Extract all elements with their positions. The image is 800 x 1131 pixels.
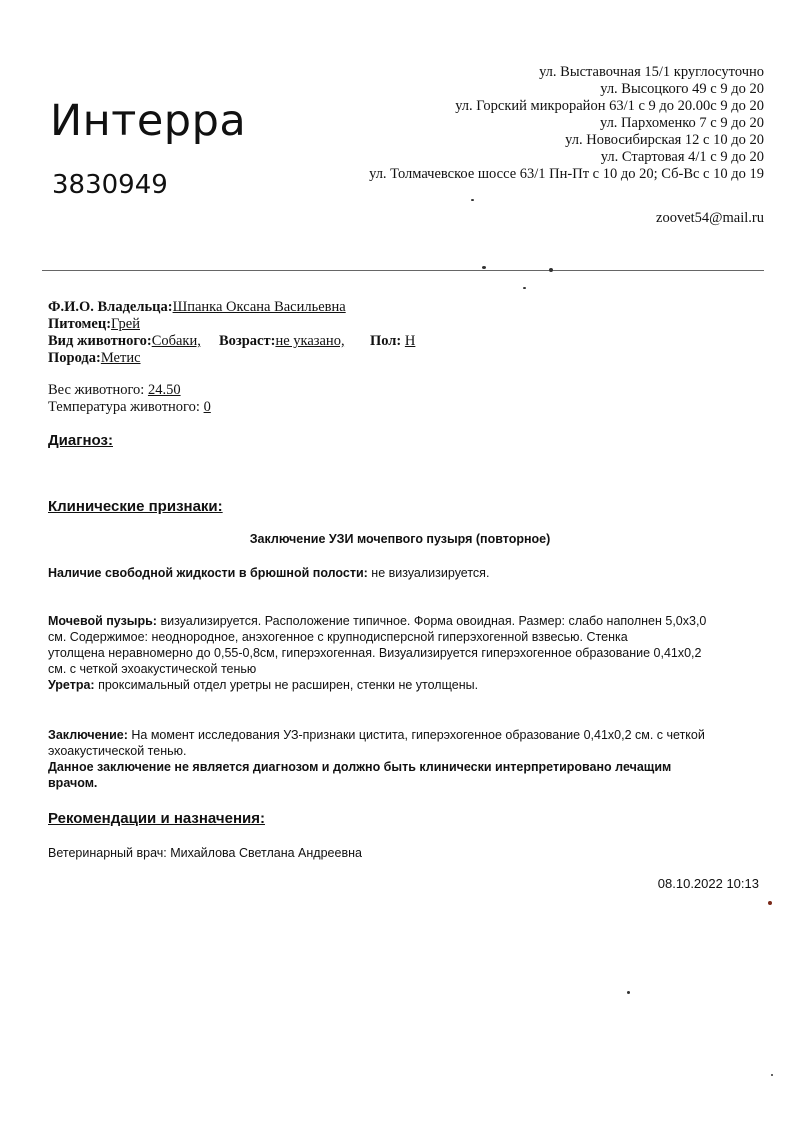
owner-value: Шпанка Оксана Васильевна <box>172 299 346 315</box>
disclaimer-line: врачом. <box>48 776 98 790</box>
clinic-email: zoovet54@mail.ru <box>656 210 764 226</box>
weight-row <box>48 382 211 399</box>
bladder-line: утолщена неравномерно до 0,55-0,8см, гиперэхогенная. Визуализируется гиперэхогенное образование 0,41х0,2 <box>48 646 702 660</box>
address-line: ул. Пархоменко 7 с 9 до 20 <box>599 115 764 131</box>
pet-label: Питомец: <box>48 316 112 332</box>
address-line: ул. Высоцкого 49 с 9 до 20 <box>600 81 764 97</box>
age-label: Возраст: <box>218 333 276 349</box>
bladder-line: см. с четкой эхоакустической тенью <box>48 662 257 676</box>
scan-speck <box>482 266 486 269</box>
fluid-text: не визуализируется. <box>367 566 490 580</box>
breed-row <box>48 350 415 367</box>
bladder-text: визуализируется. Расположение типичное. Форма овоидная. Размер: слабо наполнен 5,0х3,0 <box>156 614 707 628</box>
species-value: Собаки, <box>151 333 201 349</box>
species-row <box>48 333 415 350</box>
conclusion-paragraph <box>48 727 768 791</box>
diagnosis-heading: Диагноз: <box>48 432 113 449</box>
urethra-label: Уретра: <box>48 678 95 692</box>
owner-row <box>48 299 415 316</box>
address-line: ул. Выставочная 15/1 круглосуточно <box>539 64 764 80</box>
clinic-logo: Интерра <box>50 96 247 146</box>
clinic-addresses <box>369 64 764 183</box>
temp-value: 0 <box>203 399 211 415</box>
temp-label: Температура животного: <box>48 399 204 415</box>
sex-value: Н <box>404 333 416 349</box>
bladder-paragraph <box>48 613 768 693</box>
uzi-title: Заключение УЗИ мочепвого пузыря (повторное) <box>249 532 551 546</box>
scan-speck <box>768 901 772 905</box>
clinical-heading: Клинические признаки: <box>48 498 223 515</box>
breed-label: Порода: <box>48 350 101 366</box>
conclusion-line <box>48 727 768 743</box>
disclaimer-line: Данное заключение не является диагнозом и должно быть клинически интерпретировано лечащим <box>48 760 672 774</box>
fluid-paragraph <box>48 565 768 581</box>
address-line: ул. Стартовая 4/1 с 9 до 20 <box>600 149 764 165</box>
age-value: не указано, <box>275 333 345 349</box>
address-line: ул. Толмачевское шоссе 63/1 Пн-Пт с 10 до 20; Сб-Вс с 10 до 19 <box>369 166 764 182</box>
address-line: ул. Новосибирская 12 с 10 до 20 <box>565 132 764 148</box>
conclusion-label: Заключение: <box>48 728 128 742</box>
species-label: Вид животного: <box>48 333 152 349</box>
bladder-line: см. Содержимое: неоднородное, анэхогенное с крупнодисперсной гиперэхогенной взвесью. Стенка <box>48 630 628 644</box>
recommendations-heading: Рекомендации и назначения: <box>48 810 265 827</box>
sex-label: Пол: <box>369 333 402 349</box>
temp-row <box>48 399 211 416</box>
clinic-phone: 3830949 <box>52 170 168 200</box>
breed-value: Метис <box>100 350 141 366</box>
pet-value: Грей <box>111 316 140 332</box>
vitals <box>48 382 211 416</box>
address-line: ул. Горский микрорайон 63/1 с 9 до 20.00с 9 до 20 <box>455 98 764 114</box>
scan-speck <box>627 991 630 994</box>
pet-row <box>48 316 415 333</box>
bladder-label: Мочевой пузырь: <box>48 614 157 628</box>
report-datetime: 08.10.2022 10:13 <box>657 876 759 891</box>
owner-label: Ф.И.О. Владельца: <box>48 299 173 315</box>
conclusion-line: эхоакустической тенью. <box>48 744 187 758</box>
bladder-line <box>48 613 768 629</box>
scan-speck <box>771 1074 773 1076</box>
urethra-text: проксимальный отдел уретры не расширен, стенки не утолщены. <box>94 678 479 692</box>
scan-speck <box>523 287 526 289</box>
scan-speck <box>471 199 474 201</box>
urethra-line <box>48 677 768 693</box>
fluid-label: Наличие свободной жидкости в брюшной полости: <box>48 566 368 580</box>
header-divider <box>42 270 764 271</box>
weight-label: Вес животного: <box>48 382 148 398</box>
scan-speck <box>549 268 553 272</box>
pet-info <box>48 299 415 367</box>
weight-value: 24.50 <box>147 382 181 398</box>
doctor-signature: Ветеринарный врач: Михайлова Светлана Андреевна <box>48 846 362 860</box>
conclusion-text: На момент исследования УЗ-признаки цистита, гиперэхогенное образование 0,41х0,2 см. с четкой <box>127 728 705 742</box>
